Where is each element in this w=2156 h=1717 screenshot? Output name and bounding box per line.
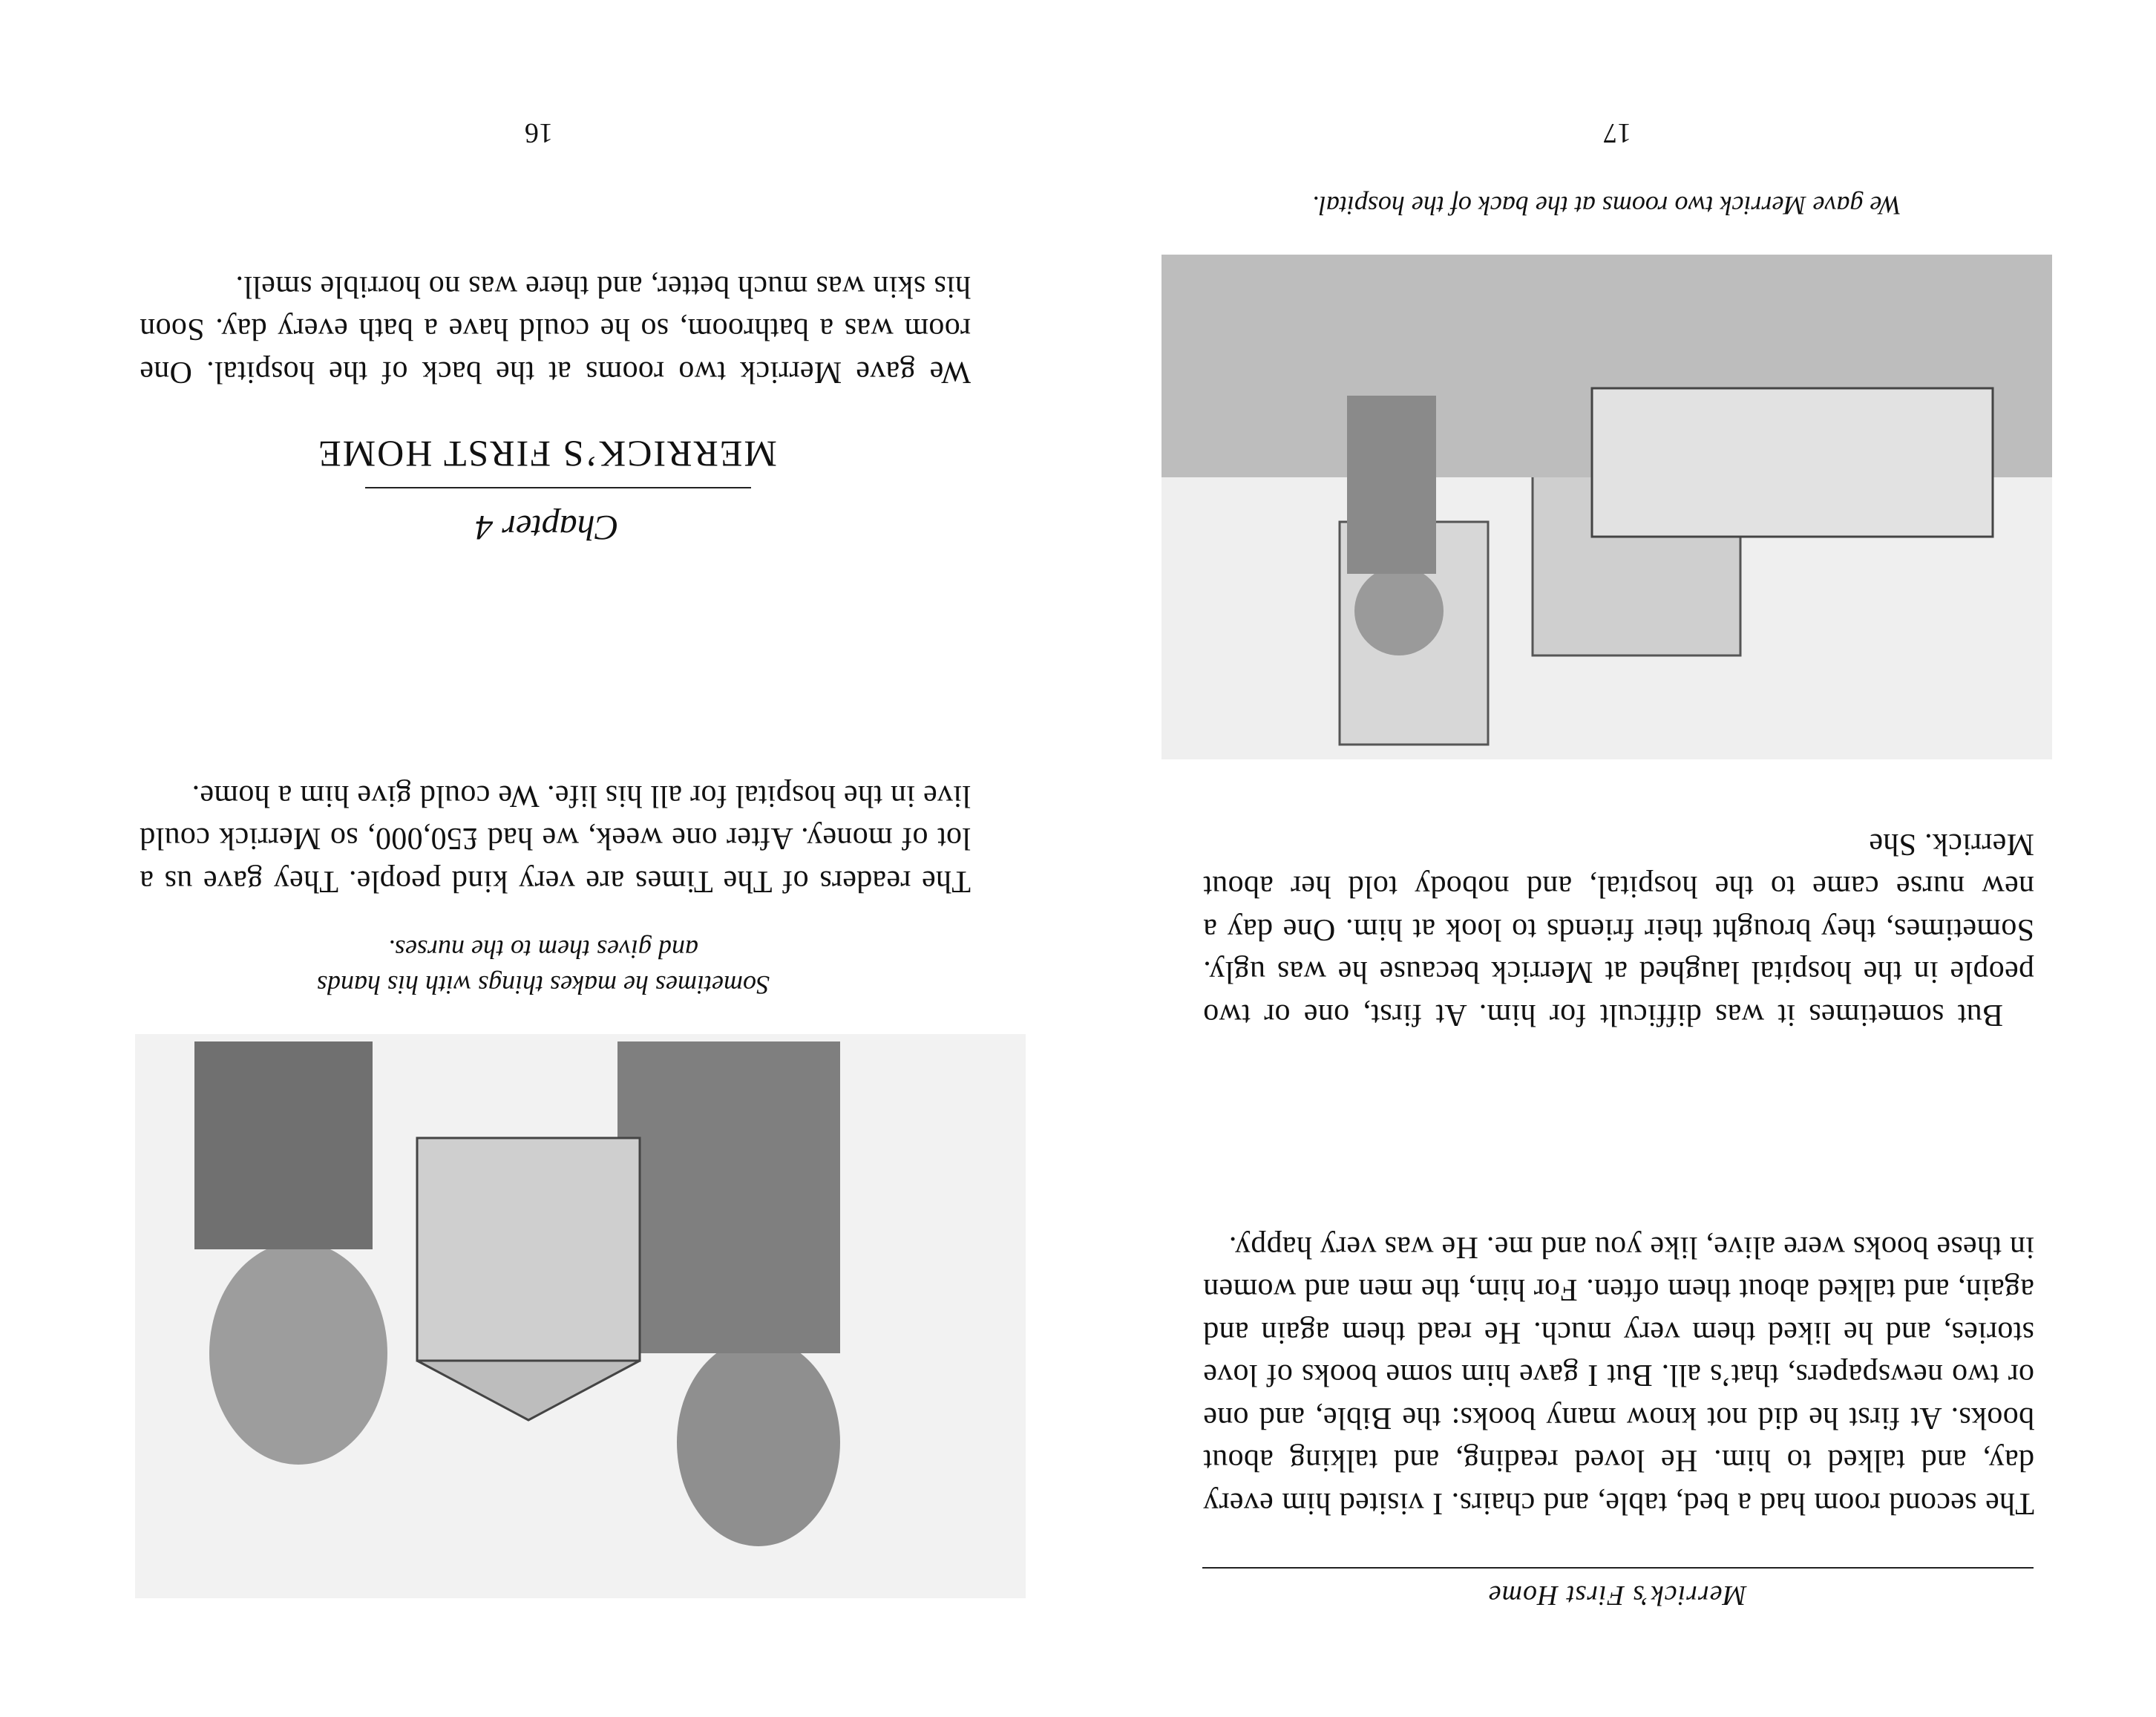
illustration-rooms	[1161, 255, 2052, 759]
caption-line: and gives them to the nurses.	[388, 935, 698, 964]
body-paragraph: But sometimes it was difficult for him. At first, one or two people in the hospital laughed at Merrick because he was ugly. Sometimes, they brought their friends to look at him. One day a new nurse came to the hospital, and nobody told her about Merrick. She	[1203, 827, 2034, 1032]
header-rule	[1202, 1567, 2034, 1569]
body-paragraph: The second room had a bed, table, and chairs. I visited him every day, and talked to him. He loved reading, and talking about books. At first he did not know many books: the Bible, and one or two newspapers, that’s all. But I gave him some books of love stories, and he liked them very much. He read them again and again, and talked about them often. For him, the men and women in these books were alive, like you and me. He was very happy.	[1203, 1230, 2034, 1520]
illustration-model-building-drawing	[135, 1034, 1026, 1598]
chapter-rule	[365, 487, 751, 488]
caption-line: Sometimes he makes things with his hands	[317, 970, 770, 1000]
page-number: 17	[1603, 117, 1631, 148]
illustration-model-building	[135, 1034, 1026, 1598]
figure-caption: We gave Merrick two rooms at the back of the hospital.	[1311, 191, 1902, 220]
figure-caption	[98, 932, 989, 1003]
body-paragraph: The readers of The Times are very kind people. They gave us a lot of money. After one week, we had £50,000, so Merrick could live in the hospital for all his life. We could give him a home.	[140, 779, 971, 898]
page-17	[1078, 0, 2156, 1717]
chapter-label: Chapter 4	[475, 508, 619, 547]
page-number: 16	[525, 117, 553, 148]
chapter-title: MERRICK’S FIRST HOME	[317, 434, 777, 475]
body-paragraph: We gave Merrick two rooms at the back of the hospital. One room was a bathroom, so he could have a bath every day. Soon his skin was much better, and there was no horrible smell.	[140, 269, 971, 389]
illustration-rooms-drawing	[1161, 255, 2052, 759]
running-head: Merrick’s First Home	[1487, 1580, 1747, 1611]
